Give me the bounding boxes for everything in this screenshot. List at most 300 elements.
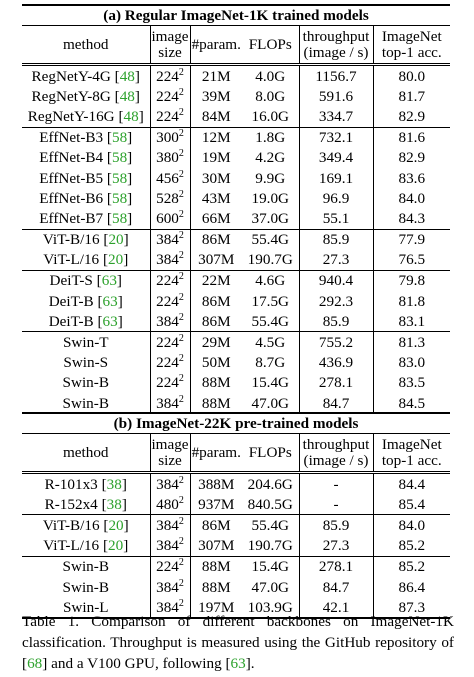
header-throughput-text: (image / s) (303, 451, 369, 469)
flops-cell: 15.4G (251, 374, 290, 392)
image-size-exponent: 2 (178, 128, 184, 140)
table-row (22, 250, 450, 271)
image-size-cell (150, 250, 190, 271)
flops-cell: 103.9G (242, 597, 299, 618)
image-size-value: 224 (156, 67, 179, 85)
image-size-cell (150, 148, 190, 168)
method-cell: R-152x4 [38] (44, 495, 127, 513)
method-name: R-152x4 (44, 495, 98, 513)
accuracy-cell: 83.6 (373, 168, 450, 188)
header-throughput-text: (image / s) (303, 43, 369, 61)
params-cell: 88M (190, 373, 242, 393)
params-cell: 86M (190, 291, 242, 311)
method-name: ViT-L/16 (43, 537, 100, 555)
table-title-row (22, 5, 450, 26)
image-size-value: 224 (156, 87, 179, 105)
header-params (190, 434, 242, 473)
image-size-cell (150, 127, 190, 148)
method-cell: ViT-B/16 [20] (22, 515, 150, 536)
accuracy-cell: 82.9 (373, 106, 450, 127)
throughput-cell: 84.7 (299, 577, 373, 597)
header-image-size (150, 434, 190, 473)
method-name: Swin-B (62, 578, 109, 596)
throughput-cell: 334.7 (299, 106, 373, 127)
image-size-value: 224 (156, 292, 179, 310)
image-size-exponent: 2 (178, 230, 184, 242)
table-row (22, 188, 450, 208)
image-size-exponent: 2 (178, 353, 184, 365)
params-cell: 197M (190, 597, 242, 618)
method-cell (22, 353, 150, 373)
params-cell: 84M (190, 106, 242, 127)
image-size-exponent: 2 (178, 148, 184, 160)
image-size-cell (150, 168, 190, 188)
flops-cell: 9.9G (255, 169, 286, 187)
throughput-cell: 349.4 (299, 148, 373, 168)
image-size-cell (150, 65, 190, 87)
image-size-cell (150, 536, 190, 557)
citation-link[interactable]: 58 (111, 169, 128, 187)
image-size-cell (150, 556, 190, 577)
throughput-cell: 436.9 (299, 353, 373, 373)
method-cell: ViT-L/16 [20] (43, 537, 129, 555)
citation-link[interactable]: 48 (123, 107, 139, 125)
method-cell: EffNet-B4 [58] (39, 149, 133, 167)
method-name: Swin-S (63, 354, 109, 372)
citation-link[interactable]: 58 (111, 209, 128, 227)
method-name: EffNet-B5 (39, 169, 104, 187)
throughput-cell: 96.9 (299, 188, 373, 208)
citation-link[interactable]: 58 (111, 129, 128, 147)
flops-cell: 4.2G (255, 149, 286, 167)
image-size-cell (150, 353, 190, 373)
flops-cell: 4.6G (242, 270, 299, 291)
image-size-exponent: 2 (178, 188, 184, 200)
params-cell: 39M (190, 86, 242, 106)
caption-text: ]. (245, 655, 255, 672)
image-size-cell (150, 577, 190, 597)
method-cell: EffNet-B3 [58] (22, 127, 150, 148)
method-name: DeiT-B (48, 292, 94, 310)
image-size-cell (150, 494, 190, 515)
image-size-value: 480 (156, 495, 179, 513)
header-image-size-text: image (151, 435, 189, 453)
throughput-cell: 1156.7 (299, 65, 373, 87)
throughput-cell: 169.1 (299, 168, 373, 188)
header-accuracy (373, 434, 450, 473)
image-size-cell (150, 515, 190, 536)
header-accuracy-text: ImageNet (381, 27, 442, 45)
flops-cell: 8.7G (255, 354, 286, 372)
citation-link[interactable]: 58 (111, 149, 128, 167)
caption-citation[interactable]: 63 (230, 655, 246, 672)
header-accuracy-text: ImageNet (381, 435, 442, 453)
table-row (22, 168, 450, 188)
method-name: EffNet-B3 (39, 129, 104, 147)
params-cell: 88M (190, 556, 242, 577)
throughput-cell: 732.1 (299, 127, 373, 148)
params-cell: 307M (190, 536, 242, 557)
method-name: DeiT-S (49, 272, 93, 290)
image-size-exponent: 2 (178, 515, 184, 527)
method-cell (22, 332, 150, 353)
image-size-cell (150, 473, 190, 495)
flops-cell: 4.5G (242, 332, 299, 353)
method-cell: DeiT-B [63] (48, 312, 123, 330)
header-params (190, 26, 242, 65)
image-size-exponent: 2 (178, 373, 184, 385)
accuracy-cell: 84.5 (373, 393, 450, 413)
table-row (22, 536, 450, 557)
citation-link[interactable]: 38 (106, 475, 122, 493)
image-size-cell (150, 188, 190, 208)
table-row (22, 556, 450, 577)
method-name: ViT-B/16 (42, 516, 100, 534)
params-cell: 29M (190, 332, 242, 353)
throughput-cell: 27.3 (299, 250, 373, 271)
method-cell: ViT-B/16 [20] (22, 229, 150, 250)
throughput-cell: 292.3 (299, 291, 373, 311)
image-size-exponent: 2 (178, 557, 184, 569)
header-accuracy-text: top-1 acc. (381, 451, 442, 469)
citation-link[interactable]: 63 (101, 272, 117, 290)
table-title-row (22, 413, 450, 434)
table-row (22, 291, 450, 311)
citation-link[interactable]: 38 (106, 495, 122, 513)
citation-link[interactable]: 20 (108, 537, 124, 555)
header-method (22, 434, 150, 473)
params-cell: 937M (190, 494, 242, 515)
method-name: Swin-B (62, 558, 109, 576)
image-size-cell (150, 311, 190, 332)
method-cell: EffNet-B7 [58] (39, 209, 133, 227)
image-size-exponent: 2 (178, 66, 184, 78)
header-params-text: #param. (191, 35, 241, 53)
throughput-cell: 85.9 (299, 229, 373, 250)
header-throughput-text: throughput (302, 435, 370, 453)
method-name: EffNet-B7 (39, 209, 104, 227)
image-size-exponent: 2 (178, 597, 184, 609)
accuracy-cell: 83.0 (373, 353, 450, 373)
method-cell: EffNet-B5 [58] (39, 169, 133, 187)
table-row (22, 270, 450, 291)
citation-link[interactable]: 48 (119, 87, 135, 105)
method-cell: RegNetY-16G [48] (27, 107, 144, 125)
method-name: EffNet-B6 (39, 189, 104, 207)
method-name: Swin-T (62, 334, 109, 352)
image-size-cell (150, 393, 190, 413)
accuracy-cell: 82.9 (373, 148, 450, 168)
accuracy-cell: 81.3 (373, 332, 450, 353)
image-size-value: 384 (156, 537, 179, 555)
flops-cell: 16.0G (251, 107, 290, 125)
accuracy-cell: 85.4 (373, 494, 450, 515)
table-row (22, 373, 450, 393)
params-cell: 19M (190, 148, 242, 168)
header-throughput (299, 26, 373, 65)
accuracy-cell: 79.8 (373, 270, 450, 291)
method-name: Swin-L (62, 598, 109, 616)
flops-cell: 4.0G (242, 65, 299, 87)
accuracy-cell: 87.3 (373, 597, 450, 618)
header-image-size (150, 26, 190, 65)
image-size-value: 384 (156, 312, 179, 330)
image-size-value: 224 (156, 334, 179, 352)
header-flops (242, 434, 299, 473)
image-size-value: 384 (156, 231, 179, 249)
table-caption (22, 611, 454, 674)
image-size-value: 380 (156, 149, 179, 167)
image-size-cell (150, 208, 190, 229)
image-size-value: 224 (156, 558, 179, 576)
params-cell: 388M (190, 473, 242, 495)
method-cell: R-101x3 [38] (22, 473, 150, 495)
throughput-cell: 85.9 (299, 311, 373, 332)
image-size-value: 224 (156, 354, 179, 372)
method-cell (22, 556, 150, 577)
table-title: (b) ImageNet-22K pre-trained models (22, 413, 450, 434)
caption-citation[interactable]: 68 (27, 655, 43, 672)
params-cell: 50M (190, 353, 242, 373)
image-size-cell (150, 106, 190, 127)
header-method-text: method (62, 443, 109, 461)
header-flops-text: FLOPs (248, 35, 292, 53)
params-cell: 30M (190, 168, 242, 188)
header-image-size-text: size (158, 451, 182, 469)
table-row (22, 106, 450, 127)
image-size-exponent: 2 (178, 494, 184, 506)
throughput-cell: - (299, 494, 373, 515)
params-cell: 12M (190, 127, 242, 148)
image-size-cell (150, 332, 190, 353)
flops-cell: 190.7G (247, 251, 293, 269)
params-cell: 86M (190, 229, 242, 250)
table-row (22, 332, 450, 353)
params-cell: 88M (190, 577, 242, 597)
header-accuracy (373, 26, 450, 65)
citation-link[interactable]: 20 (108, 231, 124, 249)
method-cell (22, 577, 150, 597)
image-size-value: 384 (156, 598, 179, 616)
image-size-cell (150, 373, 190, 393)
accuracy-cell: 84.0 (373, 515, 450, 536)
image-size-exponent: 2 (178, 393, 184, 405)
method-name: ViT-B/16 (42, 231, 100, 249)
flops-cell: 47.0G (251, 578, 290, 596)
flops-cell: 840.5G (247, 495, 293, 513)
image-size-cell (150, 86, 190, 106)
header-image-size-text: image (151, 27, 189, 45)
header-flops (242, 26, 299, 65)
params-cell: 22M (190, 270, 242, 291)
method-cell: DeiT-B [63] (48, 292, 123, 310)
image-size-value: 384 (156, 394, 179, 412)
citation-link[interactable]: 63 (102, 292, 118, 310)
method-cell (22, 393, 150, 413)
table-title: (a) Regular ImageNet-1K trained models (22, 5, 450, 26)
image-size-cell (150, 270, 190, 291)
table-row (22, 353, 450, 373)
table-body-imagenet-1k (22, 5, 450, 413)
image-size-exponent: 2 (178, 86, 184, 98)
table-row (22, 494, 450, 515)
caption-text: ] and a V100 GPU, following [ (42, 655, 231, 672)
params-cell: 86M (190, 311, 242, 332)
flops-cell: 47.0G (251, 394, 290, 412)
caption-text: Table 1. Comparison of different backbones on ImageNet-1K classification. Throughput is measured using the GitHub repository of [ (22, 613, 454, 672)
accuracy-cell: 81.7 (373, 86, 450, 106)
table-row (22, 577, 450, 597)
accuracy-cell: 81.8 (373, 291, 450, 311)
header-row (22, 26, 450, 65)
accuracy-cell: 85.2 (373, 556, 450, 577)
accuracy-cell: 77.9 (373, 229, 450, 250)
throughput-cell: 85.9 (299, 515, 373, 536)
image-size-value: 224 (156, 107, 179, 125)
image-size-exponent: 2 (178, 106, 184, 118)
image-size-exponent: 2 (178, 311, 184, 323)
image-size-exponent: 2 (178, 577, 184, 589)
table-row (22, 208, 450, 229)
header-throughput (299, 434, 373, 473)
throughput-cell: - (299, 473, 373, 495)
throughput-cell: 27.3 (299, 536, 373, 557)
citation-link[interactable]: 20 (108, 516, 124, 534)
image-size-exponent: 2 (178, 474, 184, 486)
image-size-cell (150, 291, 190, 311)
flops-cell: 204.6G (242, 473, 299, 495)
throughput-cell: 940.4 (299, 270, 373, 291)
citation-link[interactable]: 48 (119, 67, 135, 85)
method-name: DeiT-B (48, 312, 94, 330)
header-image-size-text: size (158, 43, 182, 61)
method-name: RegNetY-16G (27, 107, 115, 125)
citation-link[interactable]: 20 (108, 251, 124, 269)
image-size-value: 384 (156, 475, 179, 493)
throughput-cell: 84.7 (299, 393, 373, 413)
method-name: EffNet-B4 (39, 149, 104, 167)
flops-cell: 1.8G (242, 127, 299, 148)
flops-cell: 55.4G (251, 312, 290, 330)
method-name: RegNetY-8G (31, 87, 111, 105)
accuracy-cell: 76.5 (373, 250, 450, 271)
citation-link[interactable]: 58 (111, 189, 128, 207)
accuracy-cell: 84.0 (373, 188, 450, 208)
table-imagenet-1k (22, 4, 450, 413)
image-size-value: 456 (156, 169, 179, 187)
table-row (22, 515, 450, 536)
image-size-exponent: 2 (178, 536, 184, 548)
citation-link[interactable]: 63 (102, 312, 118, 330)
table-row (22, 311, 450, 332)
header-flops-text: FLOPs (248, 443, 292, 461)
image-size-cell (150, 229, 190, 250)
image-size-value: 300 (156, 129, 179, 147)
image-size-exponent: 2 (178, 250, 184, 262)
method-name: RegNetY-4G (31, 67, 111, 85)
header-method (22, 26, 150, 65)
method-cell (22, 373, 150, 393)
method-cell: EffNet-B6 [58] (39, 189, 133, 207)
flops-cell: 55.4G (242, 229, 299, 250)
flops-cell: 15.4G (242, 556, 299, 577)
table-row (22, 148, 450, 168)
table-imagenet-22k (22, 412, 450, 619)
throughput-cell: 591.6 (299, 86, 373, 106)
method-name: Swin-B (62, 394, 109, 412)
table-row (22, 65, 450, 87)
throughput-cell: 55.1 (299, 208, 373, 229)
image-size-value: 384 (156, 578, 179, 596)
throughput-cell: 755.2 (299, 332, 373, 353)
header-params-text: #param. (191, 443, 241, 461)
method-cell: ViT-L/16 [20] (43, 251, 129, 269)
accuracy-cell: 81.6 (373, 127, 450, 148)
header-throughput-text: throughput (302, 27, 370, 45)
image-size-exponent: 2 (178, 333, 184, 345)
image-size-exponent: 2 (178, 291, 184, 303)
method-cell: RegNetY-8G [48] (31, 87, 140, 105)
image-size-value: 600 (156, 209, 179, 227)
throughput-cell: 278.1 (299, 556, 373, 577)
params-cell: 21M (190, 65, 242, 87)
accuracy-cell: 83.1 (373, 311, 450, 332)
method-cell: DeiT-S [63] (22, 270, 150, 291)
image-size-exponent: 2 (178, 271, 184, 283)
flops-cell: 17.5G (251, 292, 290, 310)
flops-cell: 8.0G (255, 87, 286, 105)
throughput-cell: 278.1 (299, 373, 373, 393)
image-size-value: 224 (156, 374, 179, 392)
accuracy-cell: 84.4 (373, 473, 450, 495)
flops-cell: 55.4G (242, 515, 299, 536)
params-cell: 88M (190, 393, 242, 413)
image-size-value: 384 (156, 251, 179, 269)
flops-cell: 19.0G (251, 189, 290, 207)
table-row (22, 86, 450, 106)
method-name: R-101x3 (44, 475, 98, 493)
params-cell: 307M (190, 250, 242, 271)
method-name: Swin-B (62, 374, 109, 392)
params-cell: 66M (190, 208, 242, 229)
method-name: ViT-L/16 (43, 251, 100, 269)
accuracy-cell: 80.0 (373, 65, 450, 87)
params-cell: 43M (190, 188, 242, 208)
throughput-cell: 42.1 (299, 597, 373, 618)
header-row (22, 434, 450, 473)
image-size-value: 224 (156, 272, 179, 290)
image-size-exponent: 2 (178, 168, 184, 180)
flops-cell: 37.0G (251, 209, 290, 227)
accuracy-cell: 83.5 (373, 373, 450, 393)
flops-cell: 190.7G (247, 537, 293, 555)
table-row (22, 473, 450, 495)
accuracy-cell: 85.2 (373, 536, 450, 557)
header-accuracy-text: top-1 acc. (381, 43, 442, 61)
accuracy-cell: 84.3 (373, 208, 450, 229)
table-row (22, 393, 450, 413)
method-cell: RegNetY-4G [48] (22, 65, 150, 87)
table-row (22, 127, 450, 148)
params-cell: 86M (190, 515, 242, 536)
image-size-exponent: 2 (178, 208, 184, 220)
image-size-value: 384 (156, 516, 179, 534)
table-body-imagenet-22k (22, 413, 450, 618)
image-size-value: 528 (156, 189, 179, 207)
table-row (22, 229, 450, 250)
accuracy-cell: 86.4 (373, 577, 450, 597)
header-method-text: method (62, 35, 109, 53)
